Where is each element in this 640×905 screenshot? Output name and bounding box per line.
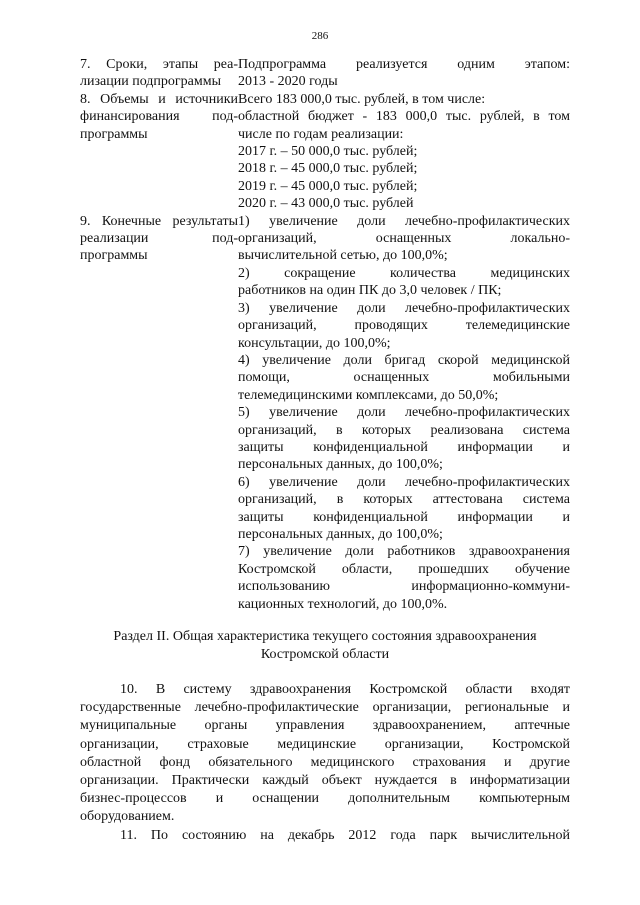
paragraph-line: организации. Практически каждый объект нуждается в информатизации <box>80 773 570 789</box>
passport-table <box>80 56 570 613</box>
value-line: 2018 г. – 45 000,0 тыс. рублей; <box>238 161 418 177</box>
label-line: реализации под- <box>80 231 238 247</box>
value-line: областной бюджет - 183 000,0 тыс. рублей, в том <box>238 109 570 125</box>
value-line: 2017 г. – 50 000,0 тыс. рублей; <box>238 144 418 160</box>
value-line: 5) увеличение доли лечебно-профилактических <box>238 405 570 421</box>
row-value <box>238 213 570 613</box>
value-line: 2020 г. – 43 000,0 тыс. рублей <box>238 196 414 212</box>
table-row <box>80 91 570 213</box>
value-line: использованию информационно-коммуни- <box>238 579 570 595</box>
value-line: персональных данных, до 100,0%; <box>238 457 443 473</box>
section-heading-line: Раздел II. Общая характеристика текущего состояния здравоохранения <box>113 629 537 644</box>
paragraph-line: 11. По состоянию на декабрь 2012 года парк вычислительной <box>120 827 570 843</box>
label-line: финансирования под- <box>80 109 238 125</box>
value-line: организаций, проводящих телемедицинские <box>238 318 570 334</box>
row-value <box>238 56 570 91</box>
row-label <box>80 91 238 213</box>
paragraph <box>80 681 570 827</box>
section-heading <box>80 628 570 664</box>
page-number: 286 <box>311 30 329 42</box>
value-line: Костромской области, прошедших обучение <box>238 561 570 577</box>
label-line: программы <box>80 248 148 264</box>
label-line: 7. Сроки, этапы реа- <box>80 57 238 72</box>
row-label <box>80 56 238 91</box>
value-line: 1) увеличение доли лечебно-профилактических <box>238 213 570 229</box>
table-row <box>80 213 570 613</box>
value-line: 3) увеличение доли лечебно-профилактических <box>238 300 570 316</box>
value-line: организаций, в которых аттестована система <box>238 492 570 508</box>
value-line: кационных технологий, до 100,0%. <box>238 596 448 612</box>
value-line: работников на один ПК до 3,0 человек / ПК; <box>238 283 502 299</box>
value-line: 4) увеличение доли бригад скорой медицинской <box>238 352 570 368</box>
row-value <box>238 91 570 213</box>
paragraph-line: государственные лечебно-профилактические организации, региональные и <box>80 700 570 716</box>
row-label <box>80 213 238 613</box>
value-line: 2013 - 2020 годы <box>238 74 338 90</box>
label-line: 8. Объемы и источники <box>80 91 238 107</box>
value-line: организаций, оснащенных локально- <box>238 231 570 247</box>
value-line: консультации, до 100,0%; <box>238 335 391 351</box>
value-line: персональных данных, до 100,0%; <box>238 526 443 542</box>
label-line: лизации подпрограммы <box>80 74 221 90</box>
label-line: 9. Конечные результаты <box>80 213 238 229</box>
value-line: помощи, оснащенных мобильными <box>238 370 570 386</box>
paragraph-line: бизнес-процессов и оснащении дополнительным компьютерным <box>80 791 570 807</box>
value-line: 2) сокращение количества медицинских <box>238 265 570 281</box>
paragraph-line: оборудованием. <box>80 809 175 825</box>
label-line: программы <box>80 126 148 142</box>
paragraph-line: муниципальные органы управления здравоохранением, аптечные <box>80 718 570 734</box>
value-line: 6) увеличение доли лечебно-профилактических <box>238 474 570 490</box>
value-line: защиты конфиденциальной информации и <box>238 509 570 525</box>
value-line: 2019 г. – 45 000,0 тыс. рублей; <box>238 178 418 194</box>
value-line: 7) увеличение доли работников здравоохранения <box>238 544 570 560</box>
value-line: вычислительной сетью, до 100,0%; <box>238 248 448 264</box>
value-line: телемедицинскими комплексами, до 50,0%; <box>238 387 499 403</box>
value-line: Всего 183 000,0 тыс. рублей, в том числе: <box>238 91 486 107</box>
value-line: организаций, в которых реализована система <box>238 422 570 438</box>
paragraph-line: организации, страховые медицинские организации, Костромской <box>80 736 570 752</box>
table-row <box>80 56 570 91</box>
section-heading-line: Костромской области <box>260 647 390 662</box>
paragraph-line: 10. В систему здравоохранения Костромской области входят <box>120 682 570 697</box>
paragraph-line: областной фонд обязательного медицинского страхования и другие <box>80 754 570 770</box>
value-line: защиты конфиденциальной информации и <box>238 439 570 455</box>
value-line: числе по годам реализации: <box>238 126 404 142</box>
paragraph <box>80 827 570 845</box>
body-text <box>80 681 570 845</box>
value-line: Подпрограмма реализуется одним этапом: <box>238 57 570 72</box>
